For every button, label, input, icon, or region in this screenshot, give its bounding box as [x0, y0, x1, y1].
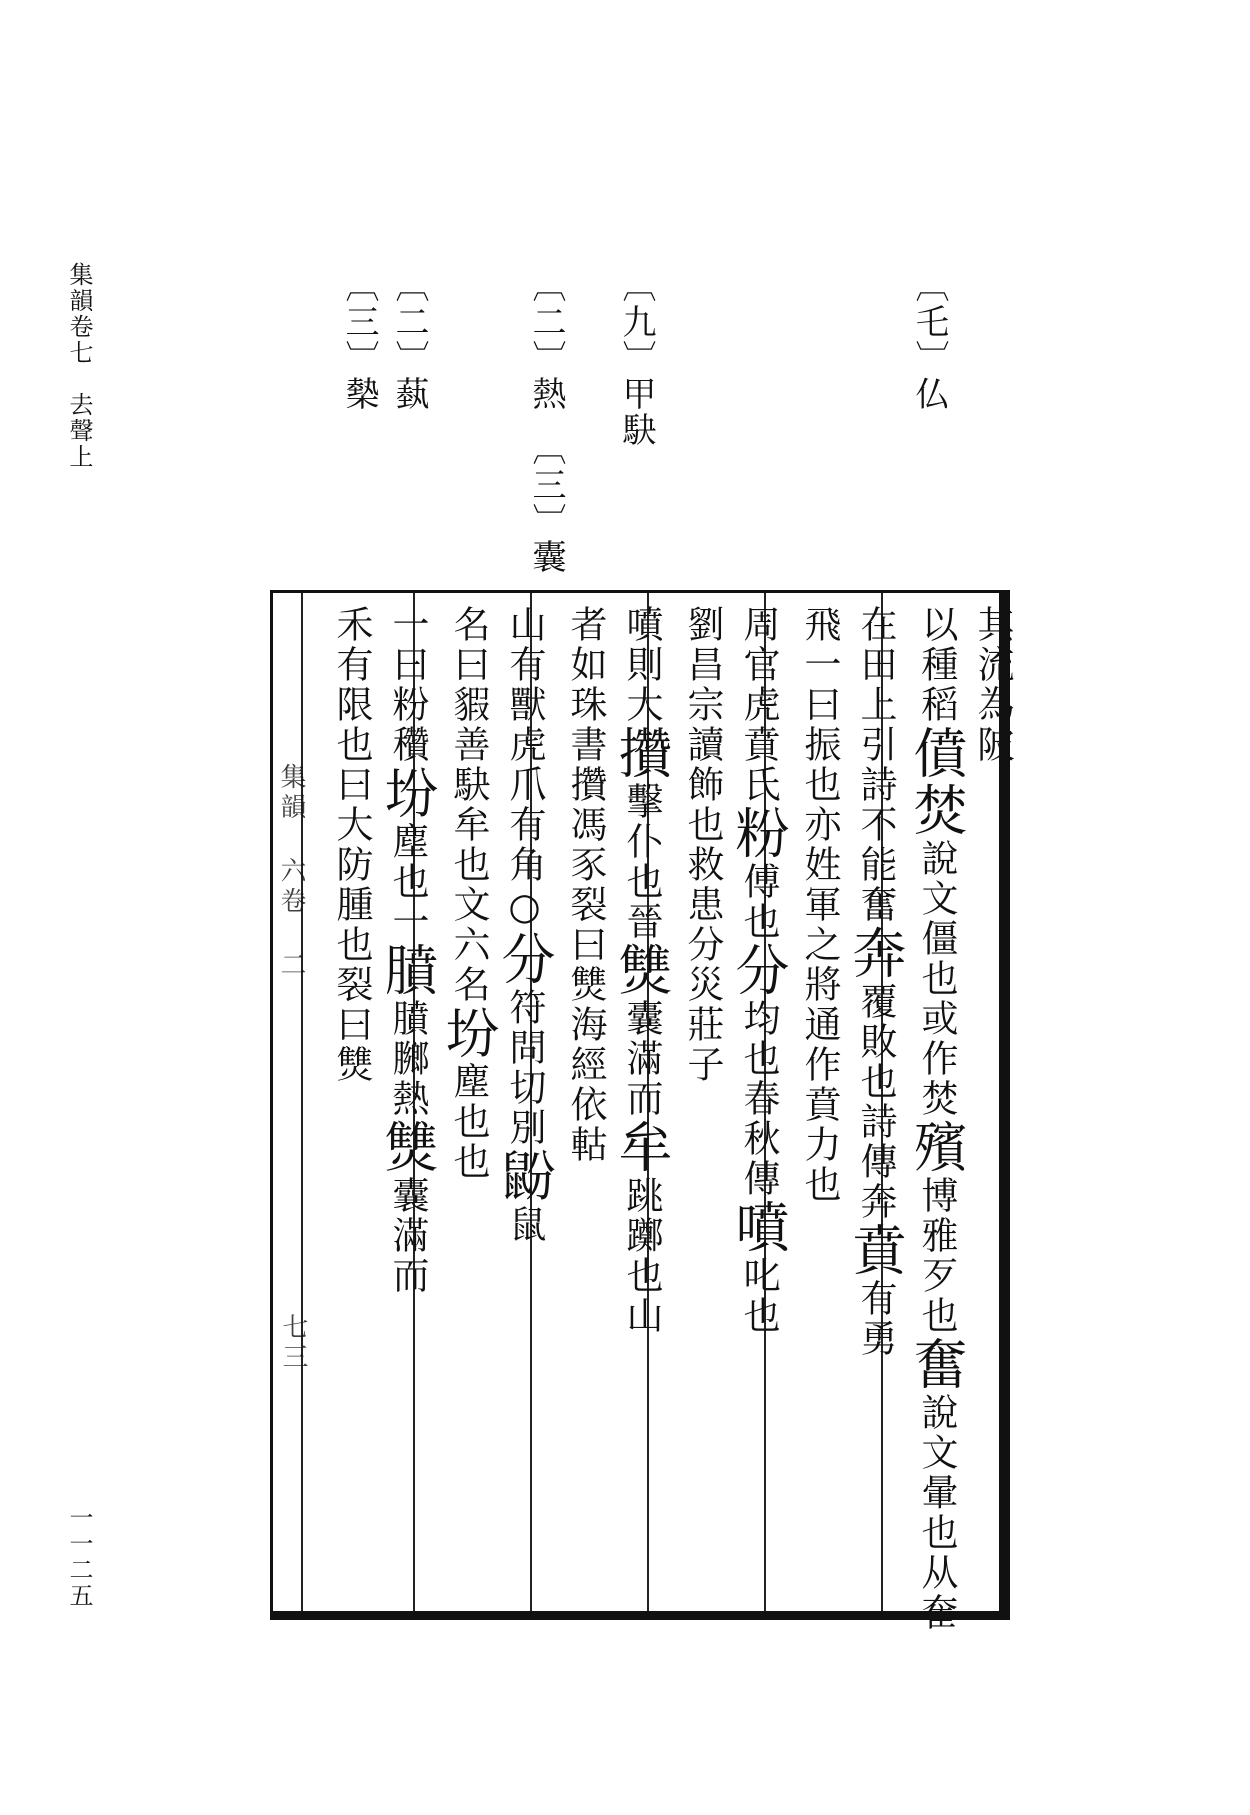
headword: 㸈 [376, 1119, 439, 1176]
gloss-text: 力也 [798, 1125, 841, 1205]
headword: 坋 [376, 765, 439, 822]
gloss-text: 擊仆也晉 [620, 782, 663, 942]
text-block-frame [270, 590, 1014, 1633]
headword: 噴 [727, 1199, 790, 1256]
gloss-text: 覆敗也詩傳奔 [854, 982, 897, 1222]
gloss-text: 曰大防 [330, 765, 373, 885]
gloss-text: 囊滿而 [620, 999, 663, 1119]
gloss-text: 書攢馮豕 [564, 725, 607, 885]
text-column [330, 605, 373, 1085]
gloss-text: 裂曰㸈 [564, 885, 607, 1005]
headword: 坋 [437, 1005, 500, 1062]
gloss-text: 裂曰㸈 [330, 965, 373, 1085]
gloss-text: 名 [447, 965, 490, 1005]
text-column [905, 605, 968, 1633]
text-column [681, 605, 724, 1085]
gloss-text: 跳躑也山 [620, 1176, 663, 1336]
gloss-text: 在田上引詩不能奮 [854, 605, 897, 925]
gloss-text: 傅也 [737, 862, 780, 942]
headword: 殯 [905, 1119, 968, 1176]
gloss-text: 叱也 [737, 1256, 780, 1336]
gloss-text: 囊滿而 [386, 1176, 429, 1296]
text-column [437, 605, 500, 1182]
headword: 㸈 [610, 942, 673, 999]
gloss-text: 飛一曰振也亦姓 [798, 605, 841, 885]
page-number: 一一二五 [65, 1505, 93, 1609]
margin-leaf-number: 七三 [278, 1313, 308, 1373]
text-column [493, 605, 556, 1245]
gloss-text: 鼠 [503, 1205, 546, 1245]
gloss-text: 說文僵也或作焚 [915, 839, 958, 1119]
headword: 膹 [376, 942, 439, 999]
headword: 分 [727, 942, 790, 999]
headword: 粉 [727, 805, 790, 862]
gloss-text: 以種稻 [915, 605, 958, 725]
gloss-text: 也文六 [447, 845, 490, 965]
gloss-text: 軍之將通作賁 [798, 885, 841, 1125]
gloss-text: 救患分災 [681, 845, 724, 1005]
gloss-text: 莊子 [681, 1005, 724, 1085]
gloss-text: 一曰粉穳 [386, 605, 429, 765]
headword: 牟 [610, 1119, 673, 1176]
text-column [610, 605, 673, 1336]
gloss-text: 飾也 [681, 765, 724, 845]
headword: 僨焚 [905, 725, 968, 839]
gloss-text: 膹膷熱 [386, 999, 429, 1119]
gloss-text: 有勇 [854, 1279, 897, 1359]
gloss-text: 說文暈也从奞 [915, 1393, 958, 1633]
gloss-text: 山有獸虎爪有角○ [503, 605, 546, 931]
gloss-text: 者如珠 [564, 605, 607, 725]
headword: 攢 [610, 725, 673, 782]
gloss-text: 均也春秋傳 [737, 999, 780, 1199]
gloss-text: 腫也 [330, 885, 373, 965]
block-margin [273, 593, 308, 1611]
collation-note: 〔乇〕仏 [909, 268, 949, 412]
gloss-text: 名曰貑善駃牟 [447, 605, 490, 845]
headword: 奔 [844, 925, 907, 982]
gloss-text: 周官虎賁氏 [737, 605, 780, 805]
headword: 奮 [905, 1336, 968, 1393]
headword: 分 [493, 931, 556, 988]
text-column [564, 605, 607, 1165]
text-column [798, 605, 841, 1205]
text-column [727, 605, 790, 1336]
headword: 賁 [844, 1222, 907, 1279]
gloss-text: 塵也一 [386, 822, 429, 942]
gloss-text: 禾有限也 [330, 605, 373, 765]
gloss-text: 海經依軲 [564, 1005, 607, 1165]
text-column [844, 605, 907, 1359]
text-column [971, 605, 1014, 765]
text-column [376, 605, 439, 1296]
collation-note: 〔二〕熱 〔三〕囊 [526, 268, 566, 575]
gloss-text: 符問切別 [503, 988, 546, 1148]
gloss-text: 噴則大 [620, 605, 663, 725]
collation-note: 〔三〕槷 [339, 268, 379, 412]
headword: 鼢 [493, 1148, 556, 1205]
collation-note: 〔九〕甲駃 [616, 268, 656, 448]
gloss-text: 其流為陂 [971, 605, 1014, 765]
gloss-text: 塵也也 [447, 1062, 490, 1182]
gloss-text: 劉昌宗讀 [681, 605, 724, 765]
gloss-text: 博雅歹也 [915, 1176, 958, 1336]
collation-note: 〔二〕蓺 [389, 268, 429, 412]
running-head: 集韻卷七 去聲上 [65, 262, 93, 470]
margin-title: 集韻 六卷 二 [276, 763, 306, 981]
